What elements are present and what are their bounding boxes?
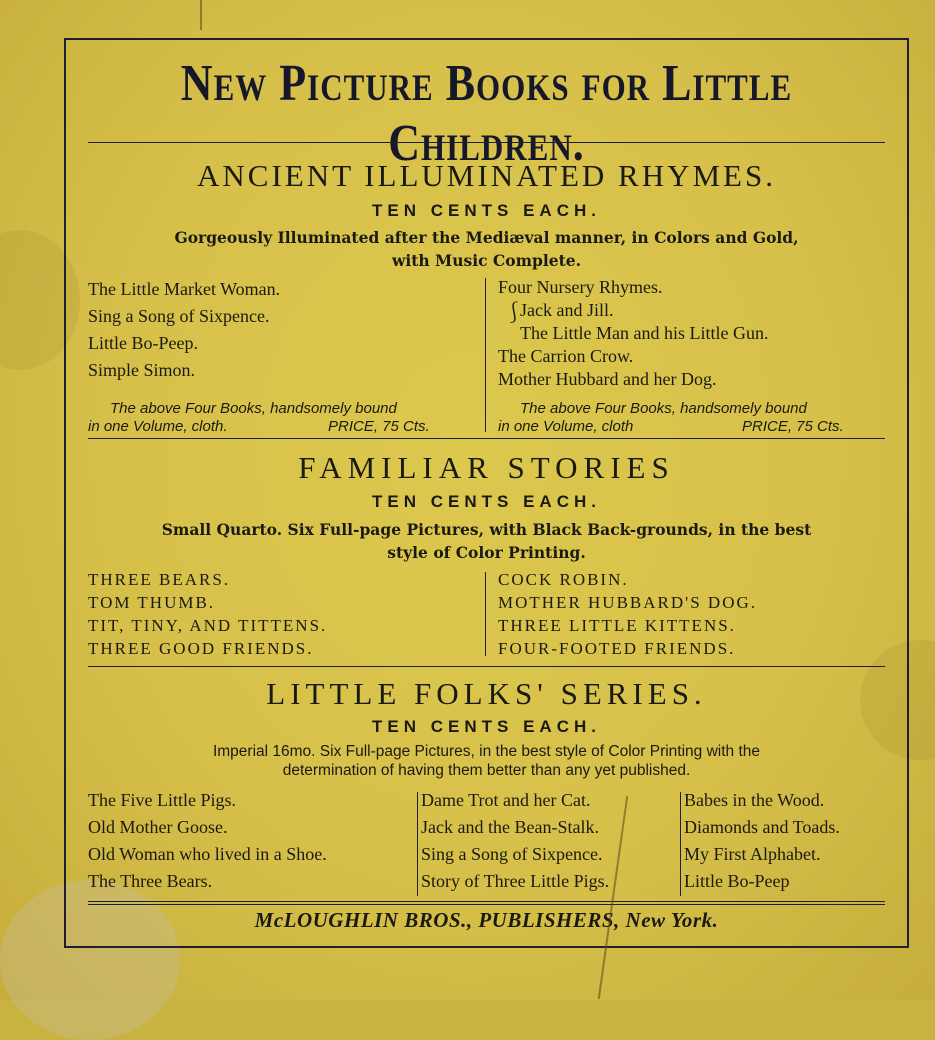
list-item: Mother Hubbard and her Dog. [498, 369, 717, 389]
list-item: THREE LITTLE KITTENS. [498, 616, 736, 635]
paper-crack [200, 0, 202, 30]
list-item: Dame Trot and her Cat. [421, 790, 591, 810]
list-item: Sing a Song of Sixpence. [421, 844, 603, 864]
list-item: Sing a Song of Sixpence. [88, 306, 270, 326]
list-item: Little Bo-Peep. [88, 333, 198, 353]
section2-column-divider [485, 572, 486, 656]
section2-title: FAMILIAR STORIES [298, 450, 675, 485]
list-item: Little Bo-Peep [684, 871, 790, 891]
section3-col3-list [684, 787, 840, 895]
section3-title: LITTLE FOLKS' SERIES. [266, 676, 707, 711]
list-item: Old Woman who lived in a Shoe. [88, 844, 327, 864]
publisher-line: McLOUGHLIN BROS., PUBLISHERS, New York. [254, 908, 719, 932]
section1-left-note [88, 400, 480, 436]
content-frame [64, 38, 909, 948]
section1-column-divider [485, 278, 486, 432]
list-item: The Carrion Crow. [498, 346, 634, 366]
list-item: Simple Simon. [88, 360, 196, 380]
list-item: The Five Little Pigs. [88, 790, 236, 810]
section3-rule-bottom [88, 904, 885, 905]
list-item: TOM THUMB. [88, 593, 216, 612]
list-item: Story of Three Little Pigs. [421, 871, 610, 891]
section1-price: TEN CENTS EACH. [372, 201, 601, 220]
section2-right-list [498, 568, 757, 660]
list-item: The Little Market Woman. [88, 279, 281, 299]
list-item: COCK ROBIN. [498, 570, 629, 589]
list-item: The Three Bears. [88, 871, 213, 891]
list-item: TIT, TINY, AND TITTENS. [88, 616, 328, 635]
section3-col2-list [421, 787, 609, 895]
brace-glyph: ⎰ [504, 302, 524, 324]
section2-description [88, 518, 885, 564]
section2-description-line2: style of Color Printing. [387, 543, 586, 562]
note-price: PRICE, 75 Cts. [742, 418, 844, 435]
section2-left-list [88, 568, 327, 660]
section3-col1-list [88, 787, 327, 895]
note-price: PRICE, 75 Cts. [328, 418, 430, 435]
section1-right-note [498, 400, 890, 436]
section3-price: TEN CENTS EACH. [372, 717, 601, 736]
section3-description [88, 742, 885, 780]
list-item: Babes in the Wood. [684, 790, 825, 810]
section2-price: TEN CENTS EACH. [372, 492, 601, 511]
section1-right-list [498, 276, 768, 391]
section3-column-divider-2 [680, 792, 681, 896]
section3-rule-top [88, 901, 885, 902]
section1-rule [88, 438, 885, 439]
list-item: Jack and Jill. [520, 300, 614, 320]
note-line2: in one Volume, cloth. [88, 418, 228, 435]
section2-description-line1: Small Quarto. Six Full-page Pictures, with Black Back-grounds, in the best [161, 520, 812, 539]
note-line2: in one Volume, cloth [498, 418, 634, 435]
note-line1: The above Four Books, handsomely bound [520, 400, 807, 417]
list-item: Diamonds and Toads. [684, 817, 840, 837]
section2-rule [88, 666, 885, 667]
section1-description-line2: with Music Complete. [391, 251, 581, 270]
main-title: New Picture Books for Little Children. [180, 54, 793, 172]
list-item: MOTHER HUBBARD'S DOG. [498, 593, 757, 612]
list-item: Old Mother Goose. [88, 817, 228, 837]
section3-description-line1: Imperial 16mo. Six Full-page Pictures, in the best style of Color Printing with the [212, 743, 761, 760]
section1-description [88, 226, 885, 272]
section1-left-list [88, 276, 280, 384]
list-item: THREE GOOD FRIENDS. [88, 639, 314, 658]
title-rule [88, 142, 885, 143]
list-item: Jack and the Bean-Stalk. [421, 817, 599, 837]
list-item: Four Nursery Rhymes. [498, 277, 663, 297]
section3-column-divider-1 [417, 792, 418, 896]
content-inner [88, 40, 885, 946]
note-line1: The above Four Books, handsomely bound [110, 400, 397, 417]
list-item: THREE BEARS. [88, 570, 231, 589]
list-item: The Little Man and his Little Gun. [520, 323, 769, 343]
list-item: My First Alphabet. [684, 844, 821, 864]
section3-description-line2: determination of having them better than any yet published. [282, 762, 691, 779]
section1-description-line1: Gorgeously Illuminated after the Mediæval manner, in Colors and Gold, [174, 228, 799, 247]
list-item: FOUR-FOOTED FRIENDS. [498, 639, 736, 658]
section1-title: ANCIENT ILLUMINATED RHYMES. [197, 158, 776, 193]
